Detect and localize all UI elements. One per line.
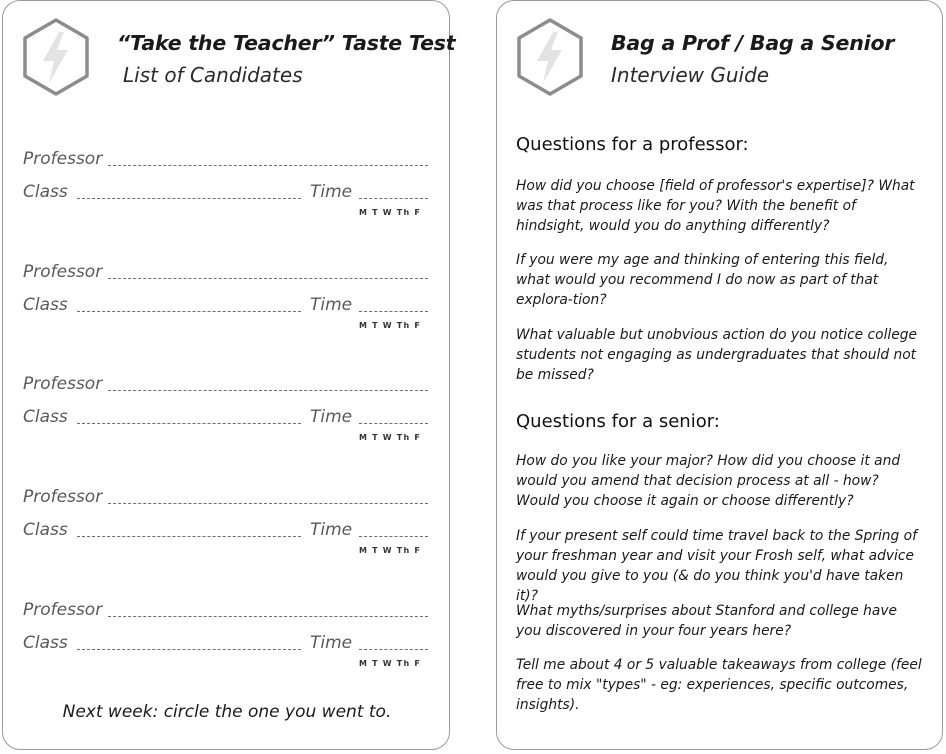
professor-question: How did you choose [field of professor's expertise]? What was that process like for you? With the benefit of hindsight, would you do anything differently? <box>516 178 915 234</box>
class-blank[interactable] <box>77 423 301 424</box>
time-label: Time <box>310 294 353 315</box>
weekday-options[interactable]: M T W Th F <box>359 433 421 443</box>
class-blank[interactable] <box>77 649 301 650</box>
class-label: Class <box>23 182 68 202</box>
professor-question: What valuable but unobvious action do you notice college students not engaging as undergraduates that should not be missed? <box>516 327 917 383</box>
senior-question: How do you like your major? How did you choose it and would you amend that decision process at all - how? Would you choose it again or choose differently? <box>516 453 901 509</box>
class-label: Class <box>23 407 68 428</box>
professor-blank[interactable] <box>108 503 428 504</box>
senior-questions-heading: Questions for a senior: <box>516 411 720 432</box>
class-blank[interactable] <box>77 198 301 199</box>
class-blank[interactable] <box>77 536 301 537</box>
class-label: Class <box>23 520 68 541</box>
professor-blank[interactable] <box>108 165 428 166</box>
time-label: Time <box>310 407 353 428</box>
card-title: Bag a Prof / Bag a Senior <box>611 31 895 55</box>
class-label: Class <box>23 632 68 653</box>
weekday-options[interactable]: M T W Th F <box>359 546 421 556</box>
professor-label: Professor <box>23 261 103 282</box>
professor-blank[interactable] <box>108 616 428 617</box>
time-blank[interactable] <box>359 649 428 650</box>
senior-question: What myths/surprises about Stanford and college have you discovered in your four years here? <box>516 603 898 639</box>
professor-label: Professor <box>23 374 103 395</box>
hexagon-lightning-bolt-icon <box>21 17 91 97</box>
time-label: Time <box>310 520 353 541</box>
professor-blank[interactable] <box>108 390 428 391</box>
senior-question: If your present self could time travel back to the Spring of your freshman year and visit your Frosh self, what advice would you give to you (& do you think you'd have taken it)? <box>516 528 917 604</box>
time-blank[interactable] <box>359 423 428 424</box>
interview-guide-card <box>496 0 943 750</box>
professor-label: Professor <box>23 599 103 620</box>
candidates-card <box>2 0 456 750</box>
card-subtitle: Interview Guide <box>611 63 770 87</box>
professor-label: Professor <box>23 487 103 508</box>
time-blank[interactable] <box>359 198 428 199</box>
weekday-options[interactable]: M T W Th F <box>359 208 421 217</box>
time-label: Time <box>310 182 353 202</box>
card-subtitle: List of Candidates <box>123 63 303 87</box>
hexagon-lightning-bolt-icon <box>515 17 585 97</box>
card-title: “Take the Teacher” Taste Test <box>117 31 456 55</box>
class-label: Class <box>23 294 68 315</box>
footer-note: Next week: circle the one you went to. <box>62 702 392 722</box>
weekday-options[interactable]: M T W Th F <box>359 320 421 330</box>
time-blank[interactable] <box>359 311 428 312</box>
senior-question: Tell me about 4 or 5 valuable takeaways from college (feel free to mix "types" - eg: experiences, specific outcomes, insights). <box>516 657 922 713</box>
time-label: Time <box>310 632 353 653</box>
time-blank[interactable] <box>359 536 428 537</box>
weekday-options[interactable]: M T W Th F <box>359 658 421 668</box>
class-blank[interactable] <box>77 311 301 312</box>
professor-question: If you were my age and thinking of entering this field, what would you recommend I do now as part of that explora-tion? <box>516 252 889 308</box>
professor-questions-heading: Questions for a professor: <box>516 134 749 155</box>
professor-blank[interactable] <box>108 278 428 279</box>
professor-label: Professor <box>23 149 103 169</box>
